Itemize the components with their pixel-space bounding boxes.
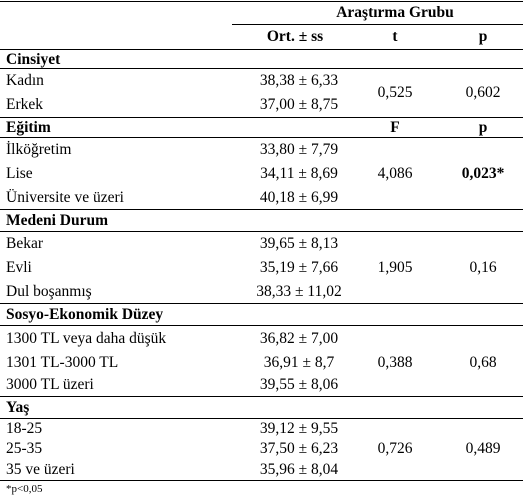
stat-value: 4,086 <box>377 165 413 182</box>
section-title: Medeni Durum <box>6 212 109 229</box>
stat-value: 0,726 <box>377 440 413 457</box>
row-label: 35 ve üzeri <box>6 461 75 478</box>
section-rule <box>0 137 523 138</box>
table-bottom-rule <box>0 480 523 481</box>
p-value: 0,68 <box>469 354 497 371</box>
row-mean: 38,38 ± 6,33 <box>259 72 339 89</box>
stat-header-f: F <box>390 119 400 136</box>
row-mean: 36,91 ± 8,7 <box>263 354 335 371</box>
row-mean: 40,18 ± 6,99 <box>259 189 339 206</box>
section-bottom-rule <box>0 209 523 210</box>
group-title: Araştırma Grubu <box>336 4 454 21</box>
row-mean: 35,19 ± 7,66 <box>259 259 339 276</box>
row-mean: 35,96 ± 8,04 <box>259 461 339 478</box>
section-title: Cinsiyet <box>6 51 61 68</box>
p-value: 0,16 <box>469 259 497 276</box>
row-label: Erkek <box>6 96 44 113</box>
section-bottom-rule <box>0 396 523 397</box>
stat-value: 0,388 <box>377 354 413 371</box>
section-bottom-rule <box>0 117 523 118</box>
p-value: 0,602 <box>465 84 501 101</box>
section-rule <box>0 325 523 326</box>
group-underline <box>232 24 523 25</box>
row-mean: 36,82 ± 7,00 <box>259 330 339 347</box>
stat-value: 0,525 <box>377 84 413 101</box>
row-label: İlköğretim <box>6 141 72 158</box>
row-label: 25-35 <box>6 440 43 457</box>
row-label: 18-25 <box>6 420 43 437</box>
section-title: Yaş <box>6 399 30 416</box>
row-label: Evli <box>6 259 32 276</box>
row-label: Lise <box>6 165 33 182</box>
row-label: Bekar <box>6 235 44 252</box>
row-label: 3000 TL üzeri <box>6 376 94 393</box>
row-label: Üniversite ve üzeri <box>6 189 124 206</box>
section-title: Sosyo-Ekonomik Düzey <box>6 306 164 323</box>
row-mean: 39,65 ± 8,13 <box>259 235 339 252</box>
section-bottom-rule <box>0 303 523 304</box>
table-top-rule <box>0 1 523 2</box>
row-mean: 33,80 ± 7,79 <box>259 141 339 158</box>
header-bottom-rule <box>0 49 523 50</box>
row-label: Kadın <box>6 72 44 89</box>
stat-value: 1,905 <box>377 259 413 276</box>
row-label: Dul boşanmış <box>6 283 92 300</box>
col-p-header: p <box>478 28 488 45</box>
p-value: 0,489 <box>465 440 501 457</box>
row-mean: 39,12 ± 9,55 <box>259 420 339 437</box>
row-label: 1301 TL-3000 TL <box>6 354 119 371</box>
section-rule <box>0 418 523 419</box>
col-mean-header: Ort. ± ss <box>266 28 324 45</box>
row-mean: 38,33 ± 11,02 <box>256 283 342 300</box>
p-header: p <box>478 119 488 136</box>
p-value-significant: 0,023* <box>461 165 505 182</box>
section-title: Eğitim <box>6 119 51 136</box>
row-mean: 37,00 ± 8,75 <box>259 96 339 113</box>
section-rule <box>0 68 523 69</box>
footnote: *p<0,05 <box>6 483 43 495</box>
row-mean: 34,11 ± 8,69 <box>260 165 338 182</box>
row-mean: 39,55 ± 8,06 <box>259 376 339 393</box>
row-label: 1300 TL veya daha düşük <box>6 330 167 347</box>
col-t-header: t <box>392 28 398 45</box>
row-mean: 37,50 ± 6,23 <box>259 440 339 457</box>
section-rule <box>0 231 523 232</box>
